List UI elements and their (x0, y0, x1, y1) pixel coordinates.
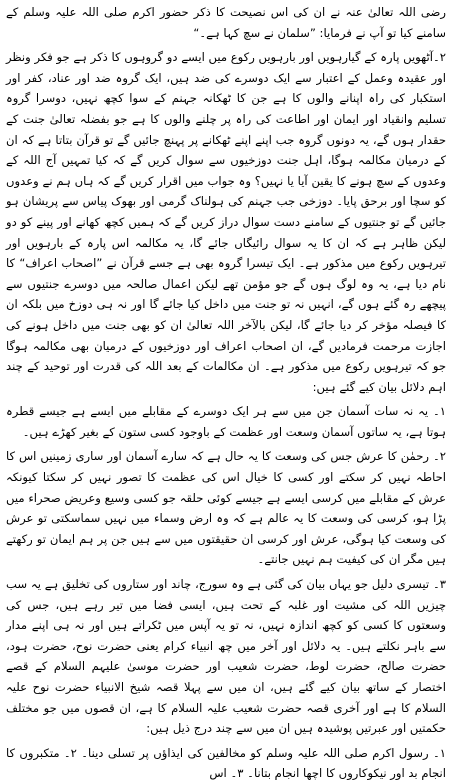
paragraph-point-three-celestial: ۳۔ تیسری دلیل جو یہاں بیان کی گئی ہے وہ سورج، چاند اور ستاروں کی تخلیق ہے یہ سب چیزیں اللہ کی مشیت اور غلبہ کے تحت ہیں، ایسی فضا میں تیر رہے ہیں، جس کی وسعتوں کا کسی کو کچھ اندازہ نہیں، نہ تو یہ آپس میں ٹکراتے ہیں اور نہ ہی اپنے مدار سے باہر نکلتے ہیں۔ یہ دلائل اور آخر میں چھ انبیاء کرام یعنی حضرت نوح، حضرت ہود، حضرت صالح، حضرت لوط، حضرت شعیب اور حضرت موسیٰ علیہم السلام کے قصے اختصار کے ساتھ بیان کیے گئے ہیں، ان میں سے پہلا قصہ شیخ الانبیاء حضرت نوح علیہ السلام کا ہے اور آخری قصہ حضرت شعیب علیہ السلام کا ہے، ان قصوں میں جو مختلف حکمتیں اور عبرتیں پوشیدہ ہیں ان میں سے چند درج ذیل ہیں: (6, 577, 446, 736)
paragraph-point-two-throne: ۲۔ رحمٰن کا عرش جس کی وسعت کا یہ حال ہے کہ سارے آسمان اور ساری زمینیں اس کا احاطہ نہیں کر سکتے اور کسی کا خیال اس کی عظمت کا تصور نہیں کر سکتا کیونکہ عرش کے مقابلے میں کرسی ایسے ہے جیسے کوئی حلقہ جو کسی وسیع وعریض صحراء میں پڑا ہو، کرسی کی وسعت کا یہ عالم ہے کہ وہ ارض وسماء میں نہیں سماسکتی تو عرش کی وسعت کیا ہوگی، عرش اور کرسی ان حقیقتوں میں سے ہیں جن پر ہم ایمان تو رکھتے ہیں مگر ان کی کیفیت ہم نہیں جانتے۔ (6, 449, 446, 567)
paragraph-lessons: ۱۔ رسول اکرم صلی اللہ علیہ وسلم کو مخالفین کی ایذاؤں پر تسلی دینا۔ ۲۔ متکبروں کا انجام بد اور نیکوکاروں کا اچھا انجام بتانا۔ ۳۔ اس (6, 745, 446, 781)
paragraph-point-one-heavens: ۱۔ یہ نہ سات آسمان جن میں سے ہر ایک دوسرے کے مقابلے میں ایسے ہے جیسے قطرہ ہوتا ہے، یہ ساتوں آسمان وسعت اور عظمت کے باوجود کسی ستون کے بغیر کھڑے ہیں۔ (6, 404, 446, 439)
paragraph-intro: رضی اللہ تعالیٰ عنہ نے ان کی اس نصیحت کا ذکر حضور اکرم صلی اللہ علیہ وسلم کے سامنے کیا تو آپ نے فرمایا: ”سلمان نے سچ کہا ہے۔“ (6, 5, 446, 40)
paragraph-two-groups: ۲۔آٹھویں پارہ کے گیارہویں اور بارہویں رکوع میں ایسے دو گروہوں کا ذکر ہے جو فکر ونظر اور عقیدہ وعمل کے اعتبار سے ایک دوسرے کی ضد ہیں، ایک گروہ ضد اور عناد، کفر اور استکبار کی راہ اپنانے والوں کا ہے جن کا ٹھکانہ جہنم کے سوا کچھ نہیں، دوسرا گروہ تسلیم وانقیاد اور ایمان اور اطاعت کی راہ پر چلنے والوں کا ہے جو بفضلہ تعالیٰ جنت کے حقدار ہوں گے، یہ دونوں گروہ جب اپنے اپنے ٹھکانے پر پہنچ جائیں گے تو قرآن بتاتا ہے کہ ان کے درمیان مکالمہ ہوگا، اہل جنت دوزخیوں سے سوال کریں گے کہ کیا تمہیں آج اللہ کے وعدوں کے سچ ہونے کا یقین آیا یا نہیں؟ وہ جواب میں اقرار کریں گے کہ ہاں ہم نے وعدوں کو سچا اور برحق پایا۔ دوزخی جب جہنم کی ہولناک گرمی اور بھوک پیاس سے پریشان ہو جائیں گے تو جنتیوں کے سامنے دست سوال دراز کریں گے کہ ہمیں کچھ کھانے اور پینے کو دو لیکن ظاہر ہے کہ ان کا یہ سوال رائیگاں جائے گا، یہ مکالمہ اس پارہ کے بارہویں اور تیرہویں رکوع میں مذکور ہے۔ ایک تیسرا گروہ بھی ہے جسے قرآن نے ”اصحاب اعراف“ کا نام دیا ہے، یہ وہ لوگ ہوں گے جو مؤمن تھے لیکن اعمال صالحہ میں دوسرے جنتیوں سے پیچھے رہ گئے ہوں گے، انہیں نہ تو جنت میں داخل کیا جائے گا اور نہ ہی دوزخ میں بلکہ ان کا فیصلہ مؤخر کر دیا جائے گا، لیکن بالآخر اللہ تعالیٰ ان کو بھی جنت میں داخل ہونے کی اجازت مرحمت فرمادیں گے، ان اصحاب اعراف اور دوزخیوں کے درمیان بھی مکالمہ ہوگا جو کہ تیرہویں رکوع میں مذکور ہے۔ ان مکالمات کے بعد اللہ کی قدرت اور توحید کے چند اہم دلائل بیان کیے گئے ہیں: (6, 50, 446, 394)
